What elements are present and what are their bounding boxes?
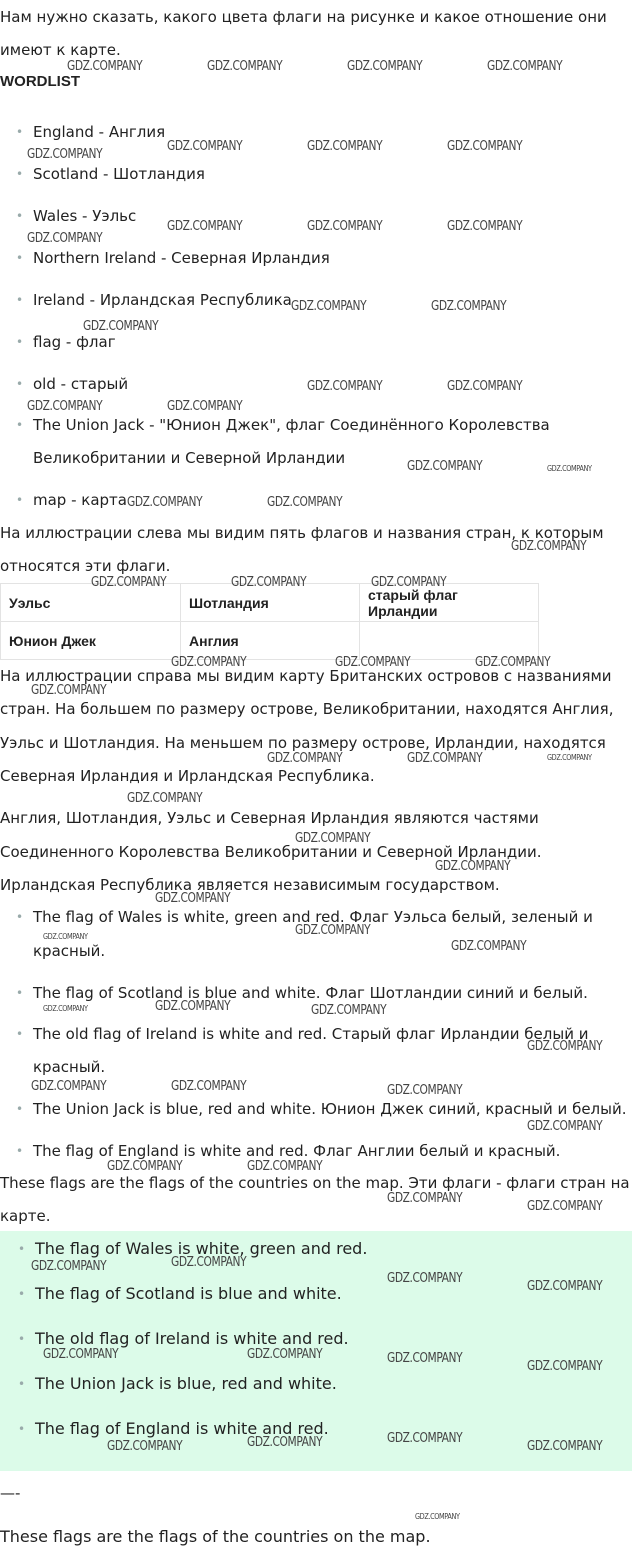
left-text-line-2: относятся эти флаги. xyxy=(0,557,171,575)
watermark: GDZ.COMPANY xyxy=(127,495,203,510)
watermark: GDZ.COMPANY xyxy=(547,753,592,762)
watermark: GDZ.COMPANY xyxy=(387,1083,463,1098)
table-cell: Юнион Джек xyxy=(1,622,181,660)
watermark: GDZ.COMPANY xyxy=(487,59,563,74)
wordlist-item: • flag - флаг xyxy=(33,325,628,359)
watermark: GDZ.COMPANY xyxy=(127,791,203,806)
wordlist-item: • Wales - Уэльс xyxy=(33,199,628,233)
watermark: GDZ.COMPANY xyxy=(415,1512,460,1521)
answer-item: • The Union Jack is blue, red and white. xyxy=(35,1373,337,1395)
summary-line-1: These flags are the flags of the countries on the map. Эти флаги - флаги стран на xyxy=(0,1174,630,1192)
flag-list-item: • The flag of England is white and red. Флаг Англии белый и красный. xyxy=(33,1134,628,1168)
watermark: GDZ.COMPANY xyxy=(527,1439,603,1454)
watermark: GDZ.COMPANY xyxy=(387,1271,463,1286)
watermark: GDZ.COMPANY xyxy=(107,1439,183,1454)
watermark: GDZ.COMPANY xyxy=(171,1079,247,1094)
summary-line-2: карте. xyxy=(0,1207,51,1225)
watermark: GDZ.COMPANY xyxy=(335,655,411,670)
watermark: GDZ.COMPANY xyxy=(247,1159,323,1174)
watermark: GDZ.COMPANY xyxy=(31,1259,107,1274)
watermark: GDZ.COMPANY xyxy=(171,655,247,670)
table-row xyxy=(1,622,539,660)
watermark: GDZ.COMPANY xyxy=(447,379,523,394)
watermark: GDZ.COMPANY xyxy=(527,1199,603,1214)
watermark: GDZ.COMPANY xyxy=(387,1351,463,1366)
watermark: GDZ.COMPANY xyxy=(527,1039,603,1054)
watermark: GDZ.COMPANY xyxy=(167,139,243,154)
watermark: GDZ.COMPANY xyxy=(307,379,383,394)
watermark: GDZ.COMPANY xyxy=(91,575,167,590)
watermark: GDZ.COMPANY xyxy=(27,399,103,414)
flag-list-item: • The Union Jack is blue, red and white. Юнион Джек синий, красный и белый. xyxy=(33,1092,628,1126)
watermark: GDZ.COMPANY xyxy=(267,495,343,510)
watermark: GDZ.COMPANY xyxy=(447,219,523,234)
final-line: These flags are the flags of the countries on the map. xyxy=(0,1527,431,1546)
right-text-line: Северная Ирландия и Ирландская Республика. xyxy=(0,767,375,785)
watermark: GDZ.COMPANY xyxy=(27,231,103,246)
watermark: GDZ.COMPANY xyxy=(31,1079,107,1094)
watermark: GDZ.COMPANY xyxy=(307,219,383,234)
flag-list-item-continuation: красный. xyxy=(33,942,106,960)
watermark: GDZ.COMPANY xyxy=(451,939,527,954)
watermark: GDZ.COMPANY xyxy=(27,147,103,162)
watermark: GDZ.COMPANY xyxy=(207,59,283,74)
watermark: GDZ.COMPANY xyxy=(167,399,243,414)
wordlist-item: • The Union Jack - "Юнион Джек", флаг Соединённого Королевства xyxy=(33,408,628,442)
wordlist-item: • Scotland - Шотландия xyxy=(33,157,628,191)
wordlist-item: • old - старый xyxy=(33,367,628,401)
watermark: GDZ.COMPANY xyxy=(247,1347,323,1362)
wordlist-item-continuation: Великобритании и Северной Ирландии xyxy=(33,449,346,467)
flag-list-item: • The old flag of Ireland is white and red. Старый флаг Ирландии белый и xyxy=(33,1017,628,1051)
separator: —- xyxy=(0,1484,21,1502)
wordlist-item: • Ireland - Ирландская Республика xyxy=(33,283,628,317)
uk-text-line: Соединенного Королевства Великобритании и Северной Ирландии. xyxy=(0,843,542,861)
answer-item: • The flag of Scotland is blue and white. xyxy=(35,1283,342,1305)
watermark: GDZ.COMPANY xyxy=(295,923,371,938)
watermark: GDZ.COMPANY xyxy=(291,299,367,314)
wordlist-item: • Northern Ireland - Северная Ирландия xyxy=(33,241,628,275)
watermark: GDZ.COMPANY xyxy=(43,1004,88,1013)
flag-list-item: • The flag of Scotland is blue and white. Флаг Шотландии синий и белый. xyxy=(33,976,628,1010)
watermark: GDZ.COMPANY xyxy=(43,1347,119,1362)
watermark: GDZ.COMPANY xyxy=(247,1435,323,1450)
right-text-line: Уэльс и Шотландия. На меньшем по размеру острове, Ирландии, находятся xyxy=(0,734,606,752)
watermark: GDZ.COMPANY xyxy=(387,1431,463,1446)
watermark: GDZ.COMPANY xyxy=(547,464,592,473)
intro-line-1: Нам нужно сказать, какого цвета флаги на рисунке и какое отношение они xyxy=(0,8,607,26)
answer-item: • The old flag of Ireland is white and red. xyxy=(35,1328,349,1350)
flag-list-item: • The flag of Wales is white, green and red. Флаг Уэльса белый, зеленый и xyxy=(33,900,628,934)
wordlist-item: • map - карта xyxy=(33,483,628,517)
table-cell xyxy=(360,622,539,660)
watermark: GDZ.COMPANY xyxy=(43,932,88,941)
table-cell: Шотландия xyxy=(181,584,360,622)
wordlist-title: WORDLIST xyxy=(0,73,80,90)
watermark: GDZ.COMPANY xyxy=(475,655,551,670)
wordlist-item: • England - Англия xyxy=(33,115,628,149)
watermark: GDZ.COMPANY xyxy=(407,751,483,766)
watermark: GDZ.COMPANY xyxy=(155,891,231,906)
right-text-line: На иллюстрации справа мы видим карту Британских островов с названиями xyxy=(0,667,612,685)
intro-line-2: имеют к карте. xyxy=(0,41,121,59)
watermark: GDZ.COMPANY xyxy=(107,1159,183,1174)
table-cell: старый флаг Ирландии xyxy=(360,584,539,622)
watermark: GDZ.COMPANY xyxy=(295,831,371,846)
watermark: GDZ.COMPANY xyxy=(155,999,231,1014)
watermark: GDZ.COMPANY xyxy=(431,299,507,314)
watermark: GDZ.COMPANY xyxy=(311,1003,387,1018)
watermark: GDZ.COMPANY xyxy=(511,539,587,554)
watermark: GDZ.COMPANY xyxy=(231,575,307,590)
watermark: GDZ.COMPANY xyxy=(387,1191,463,1206)
table-cell: Англия xyxy=(181,622,360,660)
table-cell: Уэльс xyxy=(1,584,181,622)
watermark: GDZ.COMPANY xyxy=(31,683,107,698)
uk-text-line: Англия, Шотландия, Уэльс и Северная Ирландия являются частями xyxy=(0,809,539,827)
watermark: GDZ.COMPANY xyxy=(527,1119,603,1134)
right-text-line: стран. На большем по размеру острове, Великобритании, находятся Англия, xyxy=(0,700,614,718)
watermark: GDZ.COMPANY xyxy=(371,575,447,590)
watermark: GDZ.COMPANY xyxy=(171,1255,247,1270)
answer-item: • The flag of Wales is white, green and red. xyxy=(35,1238,367,1260)
watermark: GDZ.COMPANY xyxy=(67,59,143,74)
uk-text-line: Ирландская Республика является независимым государством. xyxy=(0,876,500,894)
watermark: GDZ.COMPANY xyxy=(407,459,483,474)
watermark: GDZ.COMPANY xyxy=(447,139,523,154)
watermark: GDZ.COMPANY xyxy=(527,1279,603,1294)
watermark: GDZ.COMPANY xyxy=(307,139,383,154)
watermark: GDZ.COMPANY xyxy=(83,319,159,334)
left-text-line-1: На иллюстрации слева мы видим пять флагов и названия стран, к которым xyxy=(0,524,604,542)
watermark: GDZ.COMPANY xyxy=(435,859,511,874)
watermark: GDZ.COMPANY xyxy=(347,59,423,74)
watermark: GDZ.COMPANY xyxy=(167,219,243,234)
flag-list-item-continuation: красный. xyxy=(33,1058,106,1076)
flags-table xyxy=(0,583,539,660)
watermark: GDZ.COMPANY xyxy=(527,1359,603,1374)
answer-item: • The flag of England is white and red. xyxy=(35,1418,329,1440)
watermark: GDZ.COMPANY xyxy=(267,751,343,766)
